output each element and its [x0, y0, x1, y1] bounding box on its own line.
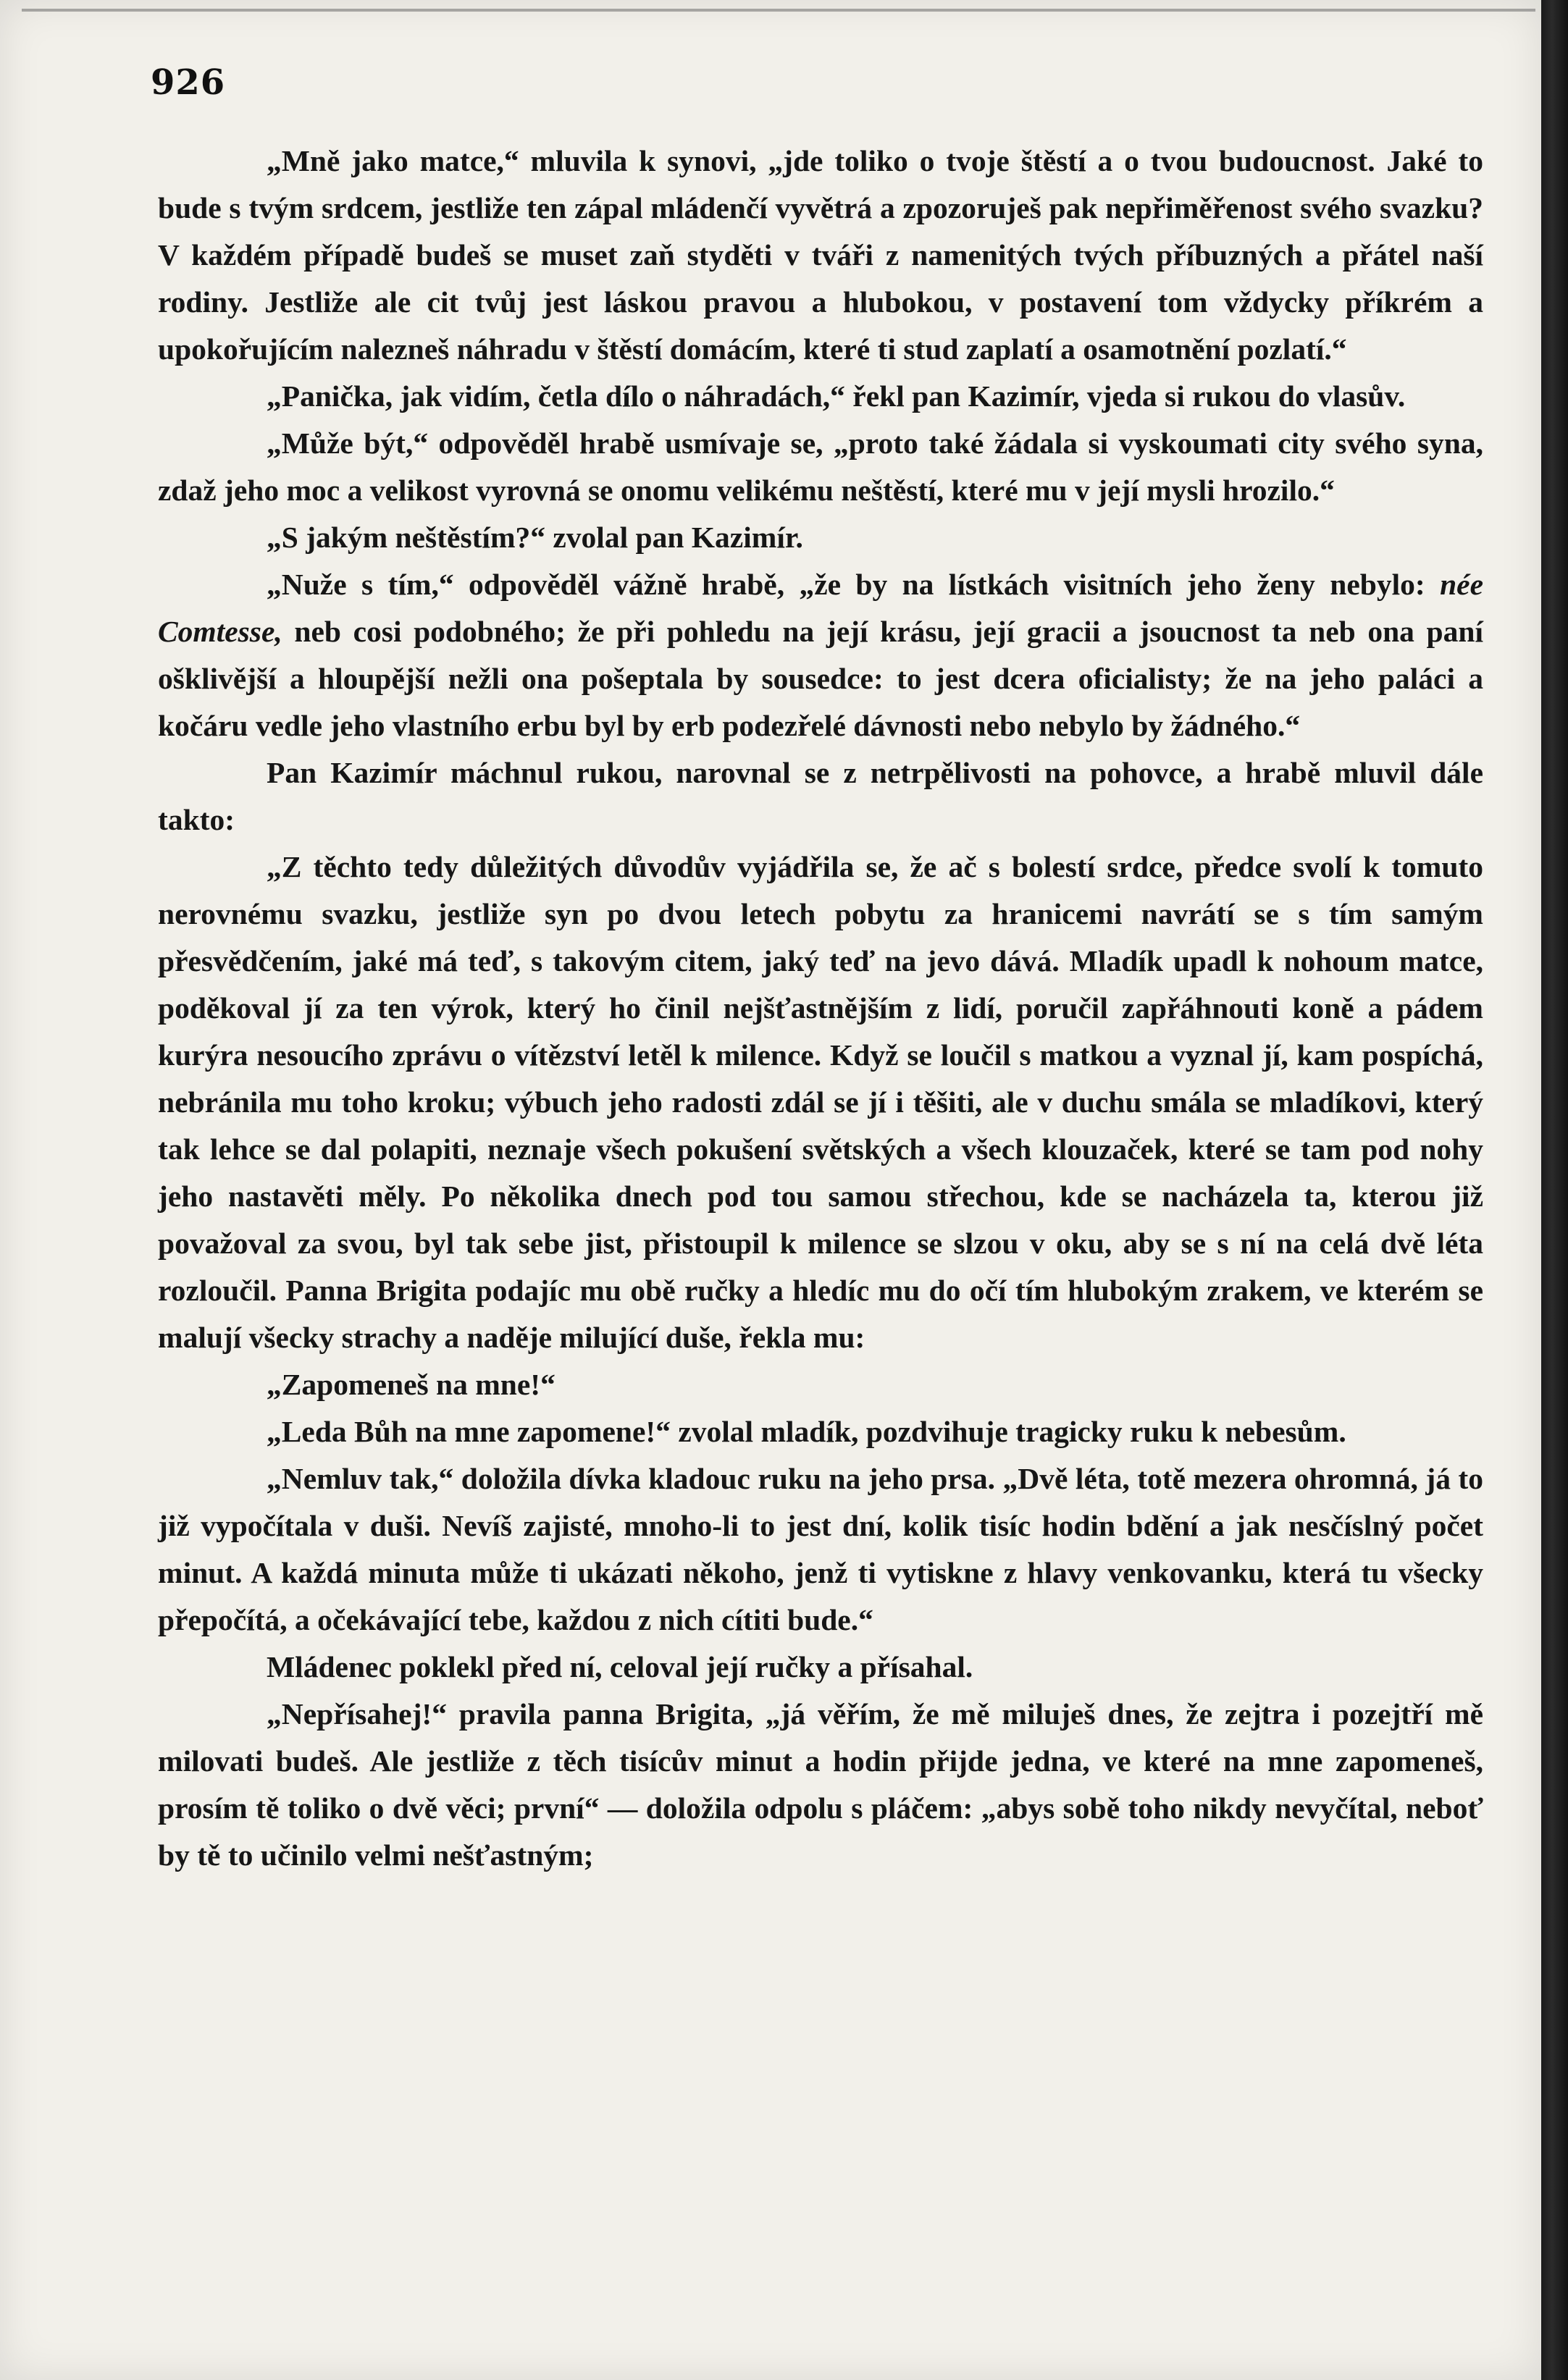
- paragraph: „Leda Bůh na mne zapomene!“ zvolal mladík, pozdvihuje tragicky ruku k nebesům.: [267, 1415, 1346, 1448]
- paragraph: „Může být,“ odpověděl hrabě usmívaje se, „proto také žádala si vyskoumati city svého syna, zdaž jeho moc a velikost vyrovná se onomu velikému neštěstí, které mu v její mysli hrozilo.“: [158, 426, 1483, 507]
- paragraph-text-after-italic: neb cosi podobného; že při pohledu na její krásu, její gracii a jsoucnost ta neb ona paní ošklivější a hloupější nežli ona pošeptala by sousedce: to jest dcera oficialisty; že na jeho paláci a kočáru vedle jeho vlastního erbu byl by erb podezřelé dávnosti nebo nebylo by žádného.“: [158, 615, 1483, 742]
- paragraph: „Nemluv tak,“ doložila dívka kladouc ruku na jeho prsa. „Dvě léta, totě mezera ohromná, já to již vypočítala v duši. Nevíš zajisté, mnoho-li to jest dní, kolik tisíc hodin bdění a jak nesčíslný počet minut. A každá minuta může ti ukázati někoho, jenž ti vytiskne z hlavy venkovanku, která tu všecky přepočítá, a očekávající tebe, každou z nich cítiti bude.“: [158, 1462, 1483, 1636]
- paragraph: [158, 561, 1483, 749]
- paragraph: Mládenec poklekl před ní, celoval její ručky a přísahal.: [267, 1650, 973, 1683]
- paragraph: Pan Kazimír máchnul rukou, narovnal se z netrpělivosti na pohovce, a hrabě mluvil dále takto:: [158, 756, 1483, 836]
- page-body-text: [158, 138, 1483, 1879]
- paragraph: „Nepřísahej!“ pravila panna Brigita, „já věřím, že mě miluješ dnes, že zejtra i pozejtří mě milovati budeš. Ale jestliže z těch tisícův minut a hodin přijde jedna, ve které na mne zapomeneš, prosím tě toliko o dvě věci; první“ — doložila odpolu s pláčem: „abys sobě toho nikdy nevyčítal, neboť by tě to učinilo velmi nešťastným;: [158, 1697, 1483, 1872]
- dark-scan-margin: [1541, 0, 1568, 2380]
- paragraph: „Mně jako matce,“ mluvila k synovi, „jde toliko o tvoje štěstí a o tvou budoucnost. Jaké to bude s tvým srdcem, jestliže ten zápal mládenčí vyvětrá a zpozoruješ pak nepřiměřenost svého svazku? V každém případě budeš se muset zaň styděti v tváři z namenitých tvých příbuzných a přátel naší rodiny. Jestliže ale cit tvůj jest láskou pravou a hlubokou, v postavení tom vždycky příkrém a upokořujícím nalezneš náhradu v štěstí domácím, které ti stud zaplatí a osamotnění pozlatí.“: [158, 144, 1483, 366]
- paragraph-text-before-italic: „Nuže s tím,“ odpověděl vážně hrabě, „že by na lístkách visitních jeho ženy nebylo:: [267, 568, 1441, 601]
- paragraph: „Zapomeneš na mne!“: [267, 1368, 555, 1401]
- paragraph: „Panička, jak vidím, četla dílo o náhradách,“ řekl pan Kazimír, vjeda si rukou do vlasův.: [267, 379, 1406, 413]
- page-number: 926: [151, 62, 226, 103]
- italic-phrase: née Comtesse,: [158, 568, 1483, 648]
- paragraph: „Z těchto tedy důležitých důvodův vyjádřila se, že ač s bolestí srdce, předce svolí k tomuto nerovnému svazku, jestliže syn po dvou letech pobytu za hranicemi navrátí se s tím samým přesvědčením, jaké má teď, s takovým citem, jaký teď na jevo dává. Mladík upadl k nohoum matce, poděkoval jí za ten výrok, který ho činil nejšťastnějším z lidí, poručil zapřáhnouti koně a pádem kurýra nesoucího zprávu o vítězství letěl k milence. Když se loučil s matkou a vyznal jí, kam pospíchá, nebránila mu toho kroku; výbuch jeho radosti zdál se jí i těšiti, ale v duchu smála se mladíkovi, který tak lehce se dal polapiti, neznaje všech pokušení světských a všech klouzaček, které se tam pod nohy jeho nastavěti měly. Po několika dnech pod tou samou střechou, kde se nacházela ta, kterou již považoval za svou, byl tak sebe jist, přistoupil k milence se slzou v oku, aby se s ní na celá dvě léta rozloučil. Panna Brigita podajíc mu obě ručky a hledíc mu do očí tím hlubokým zrakem, ve kterém se malují všecky strachy a naděje milující duše, řekla mu:: [158, 850, 1483, 1354]
- paragraph: „S jakým neštěstím?“ zvolal pan Kazimír.: [267, 521, 803, 554]
- top-edge-rule: [22, 9, 1535, 12]
